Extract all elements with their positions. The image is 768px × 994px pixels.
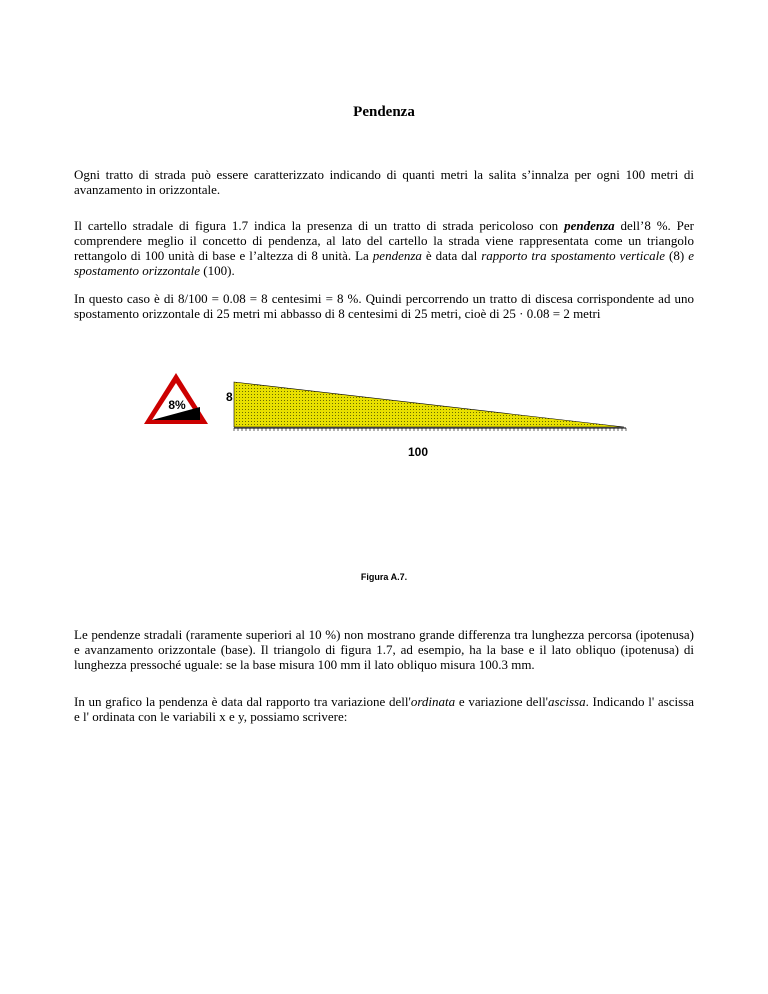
- p5-term-ordinata: ordinata: [410, 694, 456, 709]
- p2-text-c: dell’8 %. Per comprendere meglio il concetto di pendenza, al lato del cartello la strada viene rappresentata come un triangolo rettangolo di 100 unità di base e l’altezza di 8 unità. La: [74, 218, 694, 263]
- p5-text-e: . Indicando l' ascissa e l' ordinata con le variabili x e y, possiamo scrivere:: [74, 694, 694, 724]
- p5-text-c: e variazione dell': [455, 694, 549, 709]
- p5-text-a: In un grafico la pendenza è data dal rapporto tra variazione dell': [74, 694, 411, 709]
- paragraph-road-slopes: Le pendenze stradali (raramente superiori al 10 %) non mostrano grande differenza tra lunghezza percorsa (ipotenusa) e avanzamento orizzontale (base). Il triangolo di figura 1.7, ad esempio, ha la base e il lato obliquo (ipotenusa) di lunghezza pressoché uguale: se la base misura 100 mm il lato obliquo misura 100.3 mm.: [74, 627, 694, 672]
- p2-text-g: (8): [665, 248, 689, 263]
- page-title: Pendenza: [353, 104, 415, 120]
- slope-triangle: [234, 382, 624, 427]
- paragraph-sign: [74, 218, 694, 278]
- base-label: 100: [407, 445, 429, 459]
- p2-text-i: (100).: [200, 263, 235, 278]
- figure-caption: Figura A.7.: [360, 572, 408, 582]
- p2-term-pendenza-2: pendenza: [372, 248, 422, 263]
- p2-term-vertical: rapporto tra spostamento verticale: [481, 248, 666, 263]
- p2-term-horizontal: e spostamento orizzontale: [74, 248, 694, 278]
- paragraph-graph: [74, 694, 694, 724]
- slope-warning-sign-icon: [144, 373, 208, 424]
- paragraph-example: In questo caso è di 8/100 = 0.08 = 8 centesimi = 8 %. Quindi percorrendo un tratto di discesa corrispondente ad uno spostamento orizzontale di 25 metri mi abbasso di 8 centesimi di 25 metri, cioè di 25 · 0.08 = 2 metri: [74, 291, 694, 321]
- p2-text-a: Il cartello stradale di figura 1.7 indica la presenza di un tratto di strada pericoloso con: [74, 218, 565, 233]
- paragraph-intro: Ogni tratto di strada può essere caratterizzato indicando di quanti metri la salita s’innalza per ogni 100 metri di avanzamento in orizzontale.: [74, 167, 694, 197]
- p2-text-e: è data dal: [421, 248, 482, 263]
- slope-figure-svg: [140, 370, 640, 460]
- p2-term-pendenza: pendenza: [564, 218, 615, 233]
- height-label: 8: [226, 390, 233, 404]
- slope-figure: [140, 370, 640, 460]
- p5-term-ascissa: ascissa: [548, 694, 586, 709]
- sign-label: 8%: [168, 398, 186, 412]
